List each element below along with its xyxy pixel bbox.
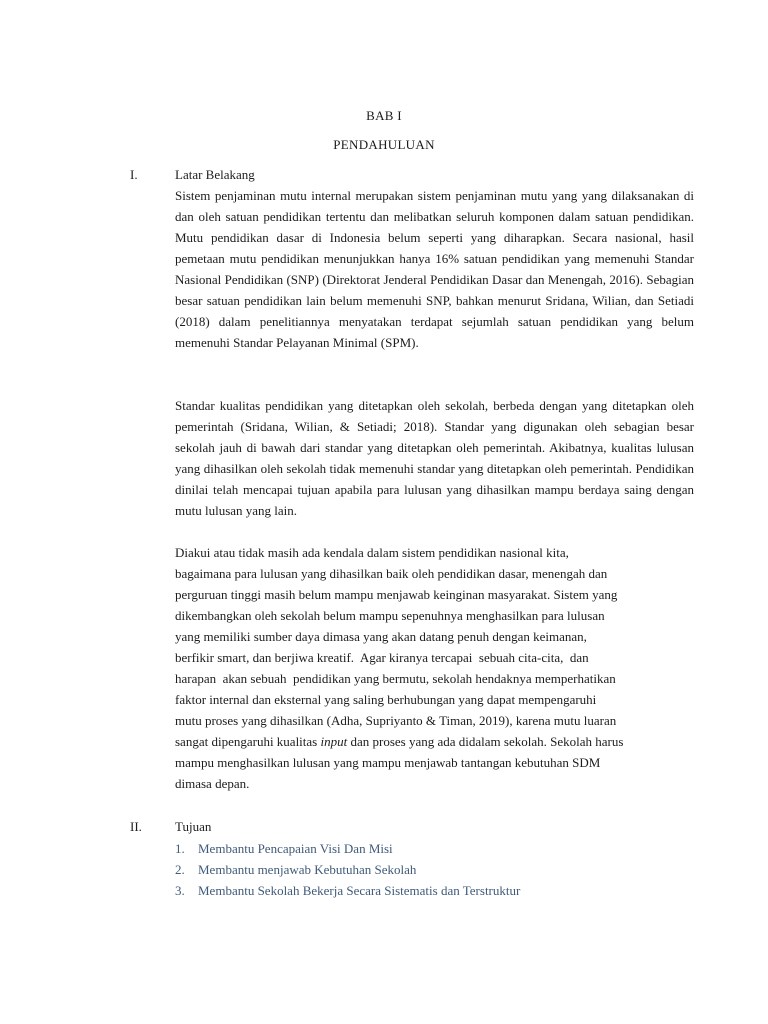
list-item-text: Membantu menjawab Kebutuhan Sekolah (198, 862, 417, 877)
list-item-text: Membantu Sekolah Bekerja Secara Sistematis dan Terstruktur (198, 883, 521, 898)
line-text: sangat dipengaruhi kualitas (175, 734, 321, 749)
paragraph-3-line: perguruan tinggi masih belum mampu menjawab keinginan masyarakat. Sistem yang (175, 587, 618, 602)
section-number-2: II. (130, 819, 142, 834)
paragraph-3-line: mutu proses yang dihasilkan (Adha, Supriyanto & Timan, 2019), karena mutu luaran (175, 713, 617, 728)
paragraph-3-line: dimasa depan. (175, 776, 250, 791)
paragraph-3-line: Diakui atau tidak masih ada kendala dalam sistem pendidikan nasional kita, (175, 545, 569, 560)
paragraph-2: Standar kualitas pendidikan yang ditetapkan oleh sekolah, berbeda dengan yang ditetapkan oleh pemerintah (Sridana, Wilian, & Setiadi; 2018). Standar yang digunakan oleh sebagian besar sekolah jauh di bawah dari standar yang ditetapkan oleh pemerintah. Akibatnya, kualitas lulusan yang dihasilkan oleh sekolah tidak memenuhi standar yang ditetapkan oleh pemerintah. Pendidikan dinilai telah mencapai tujuan apabila para lulusan yang dihasilkan mampu berdaya saing dengan mutu lulusan yang lain. (175, 398, 694, 518)
section-title-2: Tujuan (175, 819, 212, 834)
chapter-label: BAB I (366, 108, 402, 123)
list-item-text: Membantu Pencapaian Visi Dan Misi (198, 841, 393, 856)
paragraph-3-line (175, 731, 694, 752)
section-title-1: Latar Belakang (175, 167, 255, 182)
list-item-number: 1. (175, 841, 185, 856)
paragraph-3-line: faktor internal dan eksternal yang saling berhubungan yang dapat mempengaruhi (175, 692, 597, 707)
line-text: dan proses yang ada didalam sekolah. Sekolah harus (347, 734, 624, 749)
list-item-number: 2. (175, 862, 185, 877)
paragraph-3-line: mampu menghasilkan lulusan yang mampu menjawab tantangan kebutuhan SDM (175, 755, 601, 770)
paragraph-3-line: berfikir smart, dan berjiwa kreatif. Agar kiranya tercapai sebuah cita-cita, dan (175, 650, 589, 665)
paragraph-3-line: dikembangkan oleh sekolah belum mampu sepenuhnya menghasilkan para lulusan (175, 608, 605, 623)
paragraph-1: Sistem penjaminan mutu internal merupakan sistem penjaminan mutu yang yang dilaksanakan di dan oleh satuan pendidikan tertentu dan melibatkan seluruh komponen dalam satuan pendidikan. Mutu pendidikan dasar di Indonesia belum seperti yang diharapkan. Secara nasional, hasil pemetaan mutu pendidikan menunjukkan hanya 16% satuan pendidikan yang memenuhi Standar Nasional Pendidikan (SNP) (Direktorat Jenderal Pendidikan Dasar dan Menengah, 2016). Sebagian besar satuan pendidikan lain belum memenuhi SNP, bahkan menurut Sridana, Wilian, dan Setiadi (2018) dalam penelitiannya menyatakan terdapat sejumlah satuan pendidikan yang belum memenuhi Standar Pelayanan Minimal (SPM). (175, 188, 694, 350)
paragraph-3-line: harapan akan sebuah pendidikan yang bermutu, sekolah hendaknya memperhatikan (175, 671, 616, 686)
paragraph-3-line: bagaimana para lulusan yang dihasilkan baik oleh pendidikan dasar, menengah dan (175, 566, 608, 581)
chapter-title: PENDAHULUAN (333, 137, 435, 152)
paragraph-3 (175, 542, 694, 794)
italic-term: input (320, 734, 348, 749)
paragraph-3-line: yang memiliki sumber daya dimasa yang akan datang penuh dengan keimanan, (175, 629, 587, 644)
list-item-number: 3. (175, 883, 185, 898)
section-number-1: I. (130, 167, 138, 182)
